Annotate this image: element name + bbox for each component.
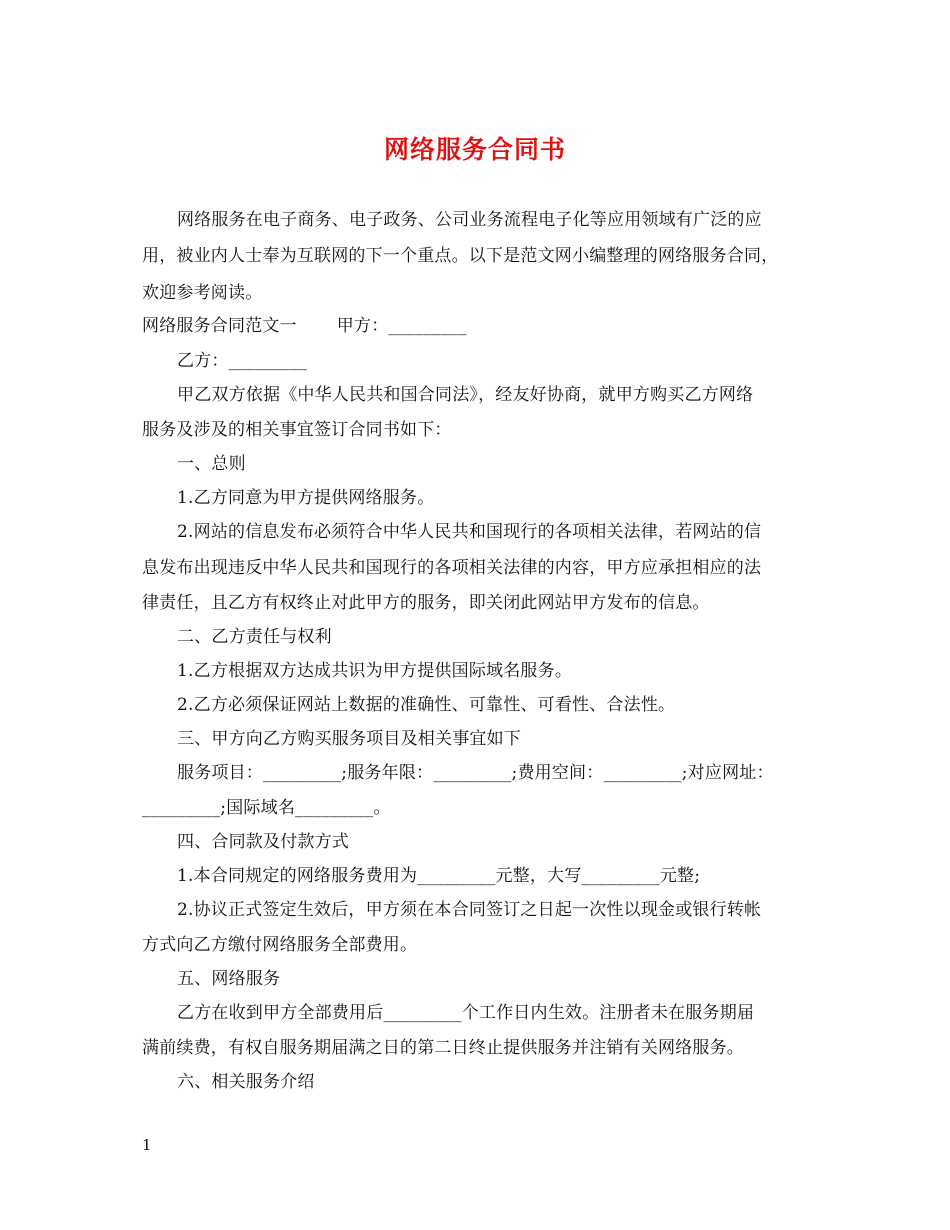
paragraph-line: 乙方：_________ — [177, 351, 307, 371]
paragraph-line: 服务项目：_________;服务年限：_________;费用空间：_________;对应网址： — [177, 763, 774, 783]
paragraph-line: 服务及涉及的相关事宜签订合同书如下： — [142, 420, 452, 440]
paragraph-line: 网络服务合同范文一 甲方：_________ — [142, 316, 467, 336]
paragraph-line: 满前续费，有权自服务期届满之日的第二日终止提供服务并注销有关网络服务。 — [142, 1038, 744, 1058]
paragraph-line: 乙方在收到甲方全部费用后_________个工作日内生效。注册者未在服务期届 — [177, 1003, 755, 1023]
section-heading: 二、乙方责任与权利 — [177, 627, 332, 647]
paragraph-line: _________;国际域名_________。 — [142, 798, 391, 818]
paragraph-line: 甲乙双方依据《中华人民共和国合同法》，经友好协商，就甲方购买乙方网络 — [177, 385, 754, 405]
section-heading: 五、网络服务 — [177, 969, 281, 989]
paragraph-line: 2.网站的信息发布必须符合中华人民共和国现行的各项相关法律，若网站的信 — [177, 522, 762, 542]
paragraph-line: 1.本合同规定的网络服务费用为_________元整，大写_________元整; — [177, 866, 701, 886]
page-number: 1 — [142, 1136, 152, 1154]
section-heading: 六、相关服务介绍 — [177, 1072, 315, 1092]
paragraph-line: 用，被业内人士奉为互联网的下一个重点。以下是范文网小编整理的网络服务合同， — [142, 246, 779, 266]
section-heading: 一、总则 — [177, 454, 246, 474]
paragraph-line: 1.乙方同意为甲方提供网络服务。 — [177, 488, 435, 508]
paragraph-line: 2.乙方必须保证网站上数据的准确性、可靠性、可看性、合法性。 — [177, 695, 676, 715]
document-title: 网络服务合同书 — [383, 135, 566, 164]
paragraph-line: 欢迎参考阅读。 — [142, 283, 263, 303]
section-heading: 三、甲方向乙方购买服务项目及相关事宜如下 — [177, 729, 521, 749]
paragraph-line: 息发布出现违反中华人民共和国现行的各项相关法律的内容，甲方应承担相应的法 — [142, 558, 762, 578]
paragraph-line: 网络服务在电子商务、电子政务、公司业务流程电子化等应用领域有广泛的应 — [177, 210, 762, 230]
section-heading: 四、合同款及付款方式 — [177, 832, 349, 852]
paragraph-line: 1.乙方根据双方达成共识为甲方提供国际域名服务。 — [177, 661, 573, 681]
paragraph-line: 2.协议正式签定生效后，甲方须在本合同签订之日起一次性以现金或银行转帐 — [177, 900, 762, 920]
paragraph-line: 方式向乙方缴付网络服务全部费用。 — [142, 935, 418, 955]
paragraph-line: 律责任，且乙方有权终止对此甲方的服务，即关闭此网站甲方发布的信息。 — [142, 593, 710, 613]
